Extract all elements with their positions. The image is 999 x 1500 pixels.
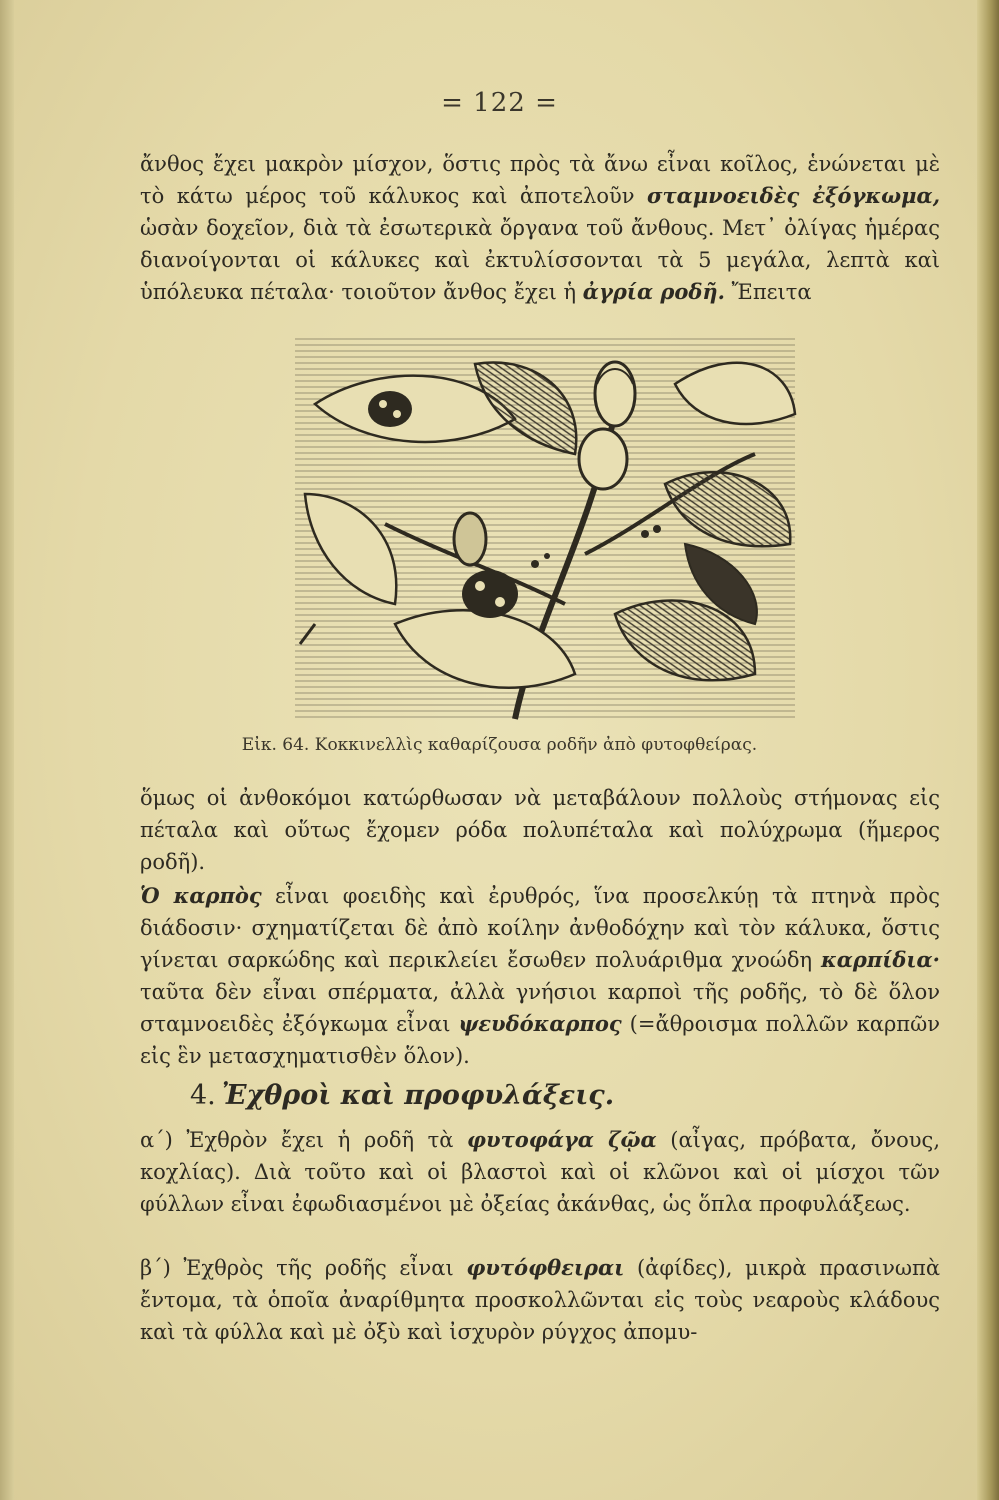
term-achenes: καρπίδια· <box>820 947 940 972</box>
section-number: 4. <box>190 1080 216 1111</box>
list-marker: α΄) <box>140 1128 173 1152</box>
paragraph-text: Ἐχθρὸν ἔχει ἡ ροδῆ τὰ <box>172 1128 467 1152</box>
paragraph-text: εἶναι φοειδὴς καὶ ἐρυθρός, ἵνα προσελκύῃ τὰ πτηνὰ πρὸς διάδοσιν· σχηματίζεται δὲ ἀπὸ κοίλην ἀνθοδόχην καὶ τὸν κάλυκα, ὅστις γίνεται σαρκώδης καὶ περικλείει ἔσωθεν πολυάριθμα χνοώδη <box>140 884 941 972</box>
page-number: = 122 = <box>441 88 558 118</box>
term-wild-rose: ἀγρία ροδῆ. <box>582 279 725 304</box>
term-urn-shaped-swelling: σταμνοειδὲς ἐξόγκωμα, <box>647 183 941 208</box>
paragraph-aphids <box>140 1252 940 1348</box>
paragraph-text: (=ἄθροισμα πολλῶν καρπῶν εἰς ἓν μετασχηματισθὲν ὅλον). <box>140 1012 941 1068</box>
paragraph-rose-flower <box>140 148 940 308</box>
paragraph-text: ταῦτα δὲν εἶναι σπέρματα, ἀλλὰ γνήσιοι καρποὶ τῆς ροδῆς, τὸ δὲ ὅλον σταμνοειδὲς ἐξόγκωμα εἶναι <box>140 980 940 1036</box>
paragraph-cultivated-rose: ὅμως οἱ ἀνθοκόμοι κατώρθωσαν νὰ μεταβάλουν πολλοὺς στήμονας εἰς πέταλα καὶ οὕτως ἔχομεν ρόδα πολυπέταλα καὶ πολύχρωμα (ἥμερος ροδῆ). <box>140 786 940 874</box>
paragraph-text: Ἐχθρὸς τῆς ροδῆς εἶναι <box>170 1256 467 1280</box>
list-marker: β΄) <box>140 1256 171 1280</box>
term-aphids: φυτόφθειραι <box>466 1255 625 1280</box>
paragraph-herbivores <box>140 1124 940 1220</box>
term-false-fruit: ψευδόκαρπος <box>458 1011 622 1036</box>
term-the-fruit: Ὁ καρπὸς <box>140 883 262 908</box>
paragraph-text: ὡσὰν δοχεῖον, διὰ τὰ ἐσωτερικὰ ὄργανα τοῦ ἄνθους. Μετ᾽ ὀλίγας ἡμέρας διανοίγονται οἱ κάλυκες καὶ ἐκτυλίσσονται τὰ 5 μεγάλα, λεπτὰ καὶ ὑπόλευκα πέταλα· τοιοῦτον ἄνθος ἔχει ἡ <box>140 216 940 304</box>
paragraph-text: ἄνθος ἔχει μακρὸν μίσχον, ὅστις πρὸς τὰ ἄνω εἶναι κοῖλος, ἑνώνεται μὲ τὸ κάτω μέρος τοῦ κάλυκος καὶ ἀποτελοῦν <box>140 152 940 208</box>
paragraph-text: Ἔπειτα <box>724 280 812 304</box>
section-title: Ἐχθροὶ καὶ προφυλάξεις. <box>221 1080 615 1111</box>
paragraph-fruit <box>140 880 940 1072</box>
term-herbivorous-animals: φυτοφάγα ζῷα <box>467 1127 657 1152</box>
paragraph-text: (ἀφίδες), μικρὰ πρασινωπὰ ἔντομα, τὰ ὁποῖα ἀναρίθμητα προσκολλῶνται εἰς τοὺς νεαροὺς κλάδους καὶ τὰ φύλλα καὶ μὲ ὀξὺ καὶ ἰσχυρὸν ρύγχος ἀπομυ- <box>140 1256 941 1344</box>
figure-ladybird-on-rose <box>285 324 805 729</box>
section-heading <box>190 1080 614 1111</box>
paragraph-text: (αἶγας, πρόβατα, ὄνους, κοχλίας). Διὰ τοῦτο καὶ οἱ βλαστοὶ καὶ οἱ κλῶνοι καὶ οἱ μίσχοι τῶν φύλλων εἶναι ἐφωδιασμένοι μὲ ὀξείας ἀκάνθας, ὡς ὅπλα προφυλάξεως. <box>140 1128 940 1216</box>
figure-caption: Εἰκ. 64. Κοκκινελλὶς καθαρίζουσα ροδῆν ἀπὸ φυτοφθείρας. <box>241 735 758 755</box>
